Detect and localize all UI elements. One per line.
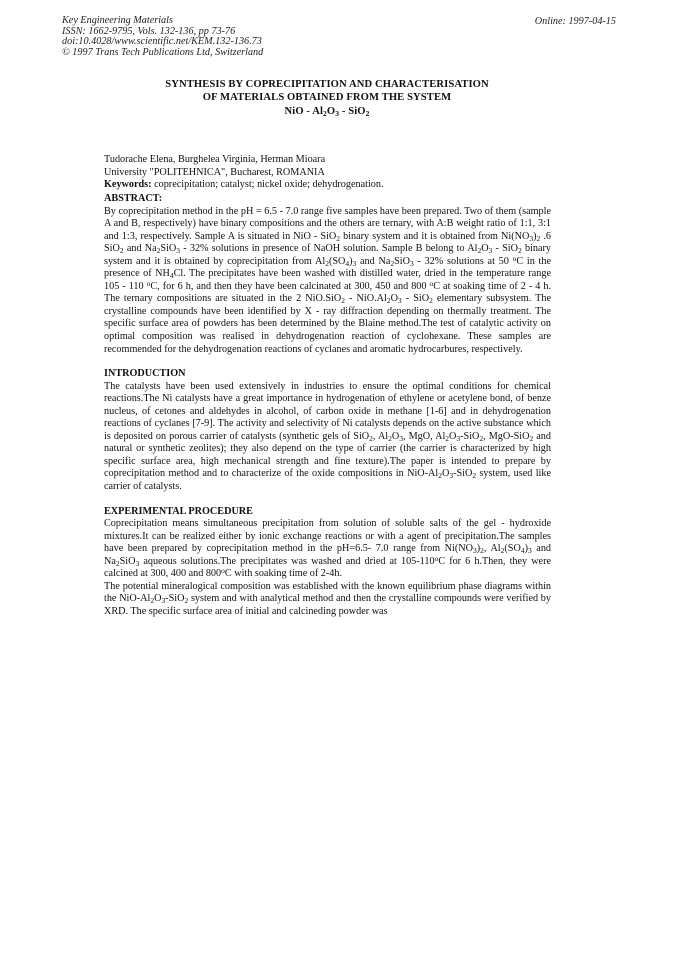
keywords-line: Keywords: coprecipitation; catalyst; nickel oxide; dehydrogenation.: [104, 179, 384, 191]
issn-line: ISSN: 1662-9795, Vols. 132-136, pp 73-76: [62, 25, 236, 37]
author-affiliation: University "POLITEHNICA", Bucharest, ROMANIA: [104, 166, 325, 178]
journal-name: Key Engineering Materials: [62, 15, 173, 26]
title-line-2: OF MATERIALS OBTAINED FROM THE SYSTEM: [202, 92, 452, 104]
copyright-line: © 1997 Trans Tech Publications Ltd, Switzerland: [62, 46, 264, 58]
doi-line: doi:10.4028/www.scientific.net/KEM.132-136.73: [62, 36, 262, 48]
introduction-text: The catalysts have been used extensively in industries to ensure the optimal conditions for chemical reactions.The Ni catalysts have a great importance in hydrogenation of ethylene or acetylene bond, of benze nucleus, of cetones and aldehydes in alcohol, of carbon oxide in methane [1-6] and in dehydrogenation reactions of cyclanes [7-9]. The activity and selectivity of Ni catalysts depends on the active substance which is deposited on porous carrier of catalysts (synthetic gels of SiO$_2$, $Al_2O_3$, MgO, $Al_2O_3-SiO_2$, MgO-SiO$_2$ and natural or synthetic zeolites); they also depend on the type of carrier (the carrier is characterized by high specific surface area, high mechanical strength and fine texture).The paper is intended to prepare by coprecipitation method and to characterize of the oxide compositions in NiO-$Al_2O_3-SiO_2$ system, used like carrier of catalysts.: [104, 380, 552, 493]
paper-body: [104, 193, 551, 619]
keywords-label: Keywords:: [104, 179, 152, 191]
publication-metadata: [62, 16, 263, 58]
author-names: Tudorache Elena, Burghelea Virginia, Herman Mioara: [104, 154, 326, 165]
experimental-text-2: The potential mineralogical composition was established with the known equilibrium phase diagrams within the NiO-$Al_2O_3-SiO_2$ system and with analytical method and then the crystalline compounds were verified by XRD. The specific surface area of initial and calcineding powder was: [104, 580, 551, 617]
experimental-text-1: Coprecipitation means simultaneous precipitation from solution of soluble salts of the gel - hydroxide mixtures.It can be realized either by ionic exchange reactions or with a agent of precipitation.The samples have been prepared by coprecipitation method in the pH=6.5- 7.0 range from $Ni(NO_3)_2$, $Al_2(SO_4)_3$ and $Na_2SiO_3$ aqueous solutions.The precipitates was washed and dried at 105-110$^o$C for 6 h.Then, they were calcined at 300, 400 and 800$^o$C with soaking time of 2-4h.: [104, 518, 552, 580]
paper-title: [104, 78, 550, 118]
title-line-1: SYNTHESIS BY COPRECIPITATION AND CHARACTERISATION: [165, 79, 489, 90]
abstract-text: By coprecipitation method in the pH = 6.5 - 7.0 range five samples have been prepared. Two of them (sample A and B, respectively) have binary compositions and the others are ternary, with A:B weight ratio of 1:1, 3:1 and 1:3, respectively. Sample A is situated in NiO - SiO$_2$ binary system and it is obtained from $Ni(NO_3)_2$ .6 SiO$_2$ and $Na_2SiO_3 - 32\%$ solutions in presence of NaOH solution. Sample B belong to $Al_2O_3 - SiO_2$ binary system and it is obtained by coprecipitation from $Al_2(SO_4)_3$ and $Na_2SiO_3 - 32\%$ solutions at 50 $^o$C in the presence of $NH_4Cl$. The precipitates have been washed with distilled water, dried in the temperature range 105 - 110 $^o$C, for 6 h, and then they have been calcinated at 300, 450 and 800 $^o$C at soaking time of 2 - 4 h. The ternary compositions are situated in the 2 $NiO.SiO_2 - NiO.Al_2O_3 - SiO_2$ elementary subsystem. The crystalline compounds have been identified by X - ray diffraction depending on thermally treatment. The specific surface area of powders has been determined by the Blaine method.The test of catalytic activity on optimal composition was realised in dehydrogenation reaction of cyclohexane. These samples are recommended for the dehydrogenation reactions of cyclanes and aromatic hydrocarbures, respectively.: [104, 205, 551, 355]
introduction-heading: INTRODUCTION: [104, 368, 186, 380]
experimental-heading: EXPERIMENTAL PROCEDURE: [104, 505, 253, 517]
online-date: Online: 1997-04-15: [534, 16, 616, 27]
abstract-heading: ABSTRACT:: [104, 193, 163, 204]
title-line-3: NiO - $Al_2O_3 - SiO_2$: [284, 105, 370, 118]
author-block: [104, 154, 554, 192]
